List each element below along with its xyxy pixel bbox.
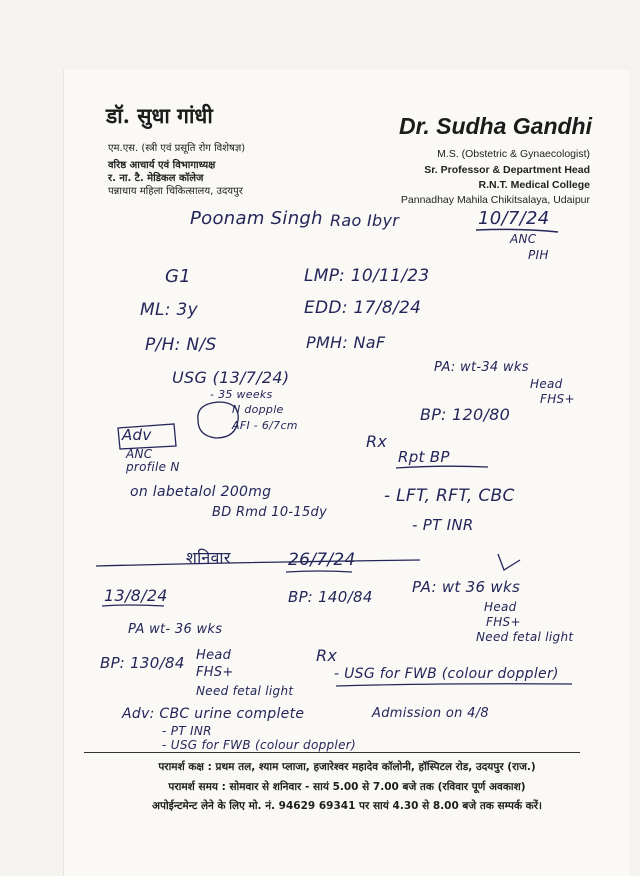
qualification-english: M.S. (Obstetric & Gynaecologist)	[437, 148, 590, 160]
visit-date-3: 13/8/24	[104, 586, 168, 605]
pih-note: PIH	[528, 248, 549, 262]
footer-address: परामर्श कक्ष : प्रथम तल, श्याम प्लाजा, हजारेश्वर महादेव कॉलोनी, हॉस्पिटल रोड, उदयपुर (राज.)	[158, 761, 536, 773]
patient-address: Rao Ibyr	[330, 211, 400, 230]
weekday-saturday: शनिवार	[186, 548, 231, 567]
pa-1-head: Head	[530, 377, 563, 391]
doctor-name-hindi: डॉ. सुधा गांधी	[106, 103, 213, 128]
bp-2: BP: 140/84	[288, 588, 373, 606]
check-mark	[498, 554, 520, 570]
marital-life: ML: 3y	[140, 300, 198, 320]
usg-1-doppler: N dopple	[232, 403, 284, 416]
pa-3: PA wt- 36 wks	[128, 622, 223, 637]
visit-divider	[96, 560, 420, 566]
designation-english: Sr. Professor & Department Head	[424, 164, 590, 176]
footer-rule	[84, 752, 580, 753]
pa-2-fhs: FHS+	[486, 615, 521, 629]
bp-3: BP: 130/84	[100, 654, 185, 672]
lmp: LMP: 10/11/23	[304, 266, 430, 286]
college-english: R.N.T. Medical College	[478, 179, 590, 191]
visit-date-1: 10/7/24	[478, 208, 550, 229]
footer-appointment: अपोईन्टमेन्ट लेने के लिए मो. नं. 94629 69341 पर सायं 4.30 से 8.00 बजे तक सम्पर्क करें।	[151, 800, 543, 812]
gravida: G1	[165, 266, 192, 287]
fhs-3: FHS+	[196, 665, 234, 680]
normal-circle	[198, 402, 238, 438]
pa-2: PA: wt 36 wks	[412, 578, 521, 596]
anc-profile: ANC profile N	[126, 447, 180, 474]
admission-note: Admission on 4/8	[372, 706, 489, 721]
pa-2-head: Head	[484, 600, 517, 614]
rx-symbol: Rx	[366, 432, 388, 451]
usg-underline	[336, 684, 572, 686]
repeat-bp: Rpt BP	[398, 448, 450, 466]
usg-1-afi: AFI - 6/7cm	[232, 419, 298, 432]
college-hindi: र. ना. टै. मेडिकल कॉलेज	[108, 173, 204, 184]
usg-1-weeks: - 35 weeks	[210, 388, 273, 401]
usg-2: - USG for FWB (colour doppler)	[334, 666, 559, 682]
usg-3: - USG for FWB (colour doppler)	[162, 738, 356, 752]
hospital-hindi: पन्नाधाय महिला चिकित्सालय, उदयपुर	[108, 186, 243, 197]
rpt-underline	[396, 466, 488, 468]
usg-1: USG (13/7/24)	[172, 368, 290, 387]
pa-1-fhs: FHS+	[540, 392, 575, 406]
head-3: Head	[196, 648, 232, 663]
advice-2: Adv: CBC urine complete	[122, 706, 305, 722]
pa-2-need: Need fetal light	[476, 630, 574, 644]
pa-1: PA: wt-34 wks	[434, 360, 529, 375]
tests-ordered: - LFT, RFT, CBC	[384, 486, 515, 506]
edd: EDD: 17/8/24	[304, 298, 422, 318]
anc-note: ANC	[510, 232, 537, 246]
qualification-hindi: एम.एस. (स्त्री एवं प्रसूति रोग विशेषज्ञ)	[108, 143, 246, 154]
hospital-english: Pannadhay Mahila Chikitsalaya, Udaipur	[400, 194, 590, 206]
doctor-name-english: Dr. Sudha Gandhi	[399, 113, 592, 139]
need-3: Need fetal light	[196, 684, 294, 698]
footer-timing: परामर्श समय : सोमवार से शनिवार - सायं 5.00 से 7.00 बजे तक (रविवार पूर्ण अवकाश)	[168, 781, 526, 793]
advice-box	[118, 424, 176, 449]
patient-name: Poonam Singh	[190, 208, 323, 229]
labetalol: on labetalol 200mg	[130, 484, 272, 500]
bp-1: BP: 120/80	[420, 405, 511, 424]
labetalol-dose: BD Rmd 10-15dy	[212, 505, 328, 520]
rx-symbol-2: Rx	[316, 646, 338, 665]
past-history: P/H: N/S	[145, 335, 217, 355]
date-underline	[476, 229, 558, 232]
past-medical-history: PMH: NaF	[306, 333, 386, 352]
pt-inr-1: - PT INR	[412, 516, 474, 534]
pt-inr-2: - PT INR	[162, 724, 212, 738]
designation-hindi: वरिष्ठ आचार्य एवं विभागाध्यक्ष	[108, 160, 216, 171]
date2-underline	[286, 571, 352, 572]
date3-underline	[102, 605, 164, 606]
advice-label: Adv	[122, 426, 152, 444]
visit-date-2: 26/7/24	[288, 550, 356, 570]
